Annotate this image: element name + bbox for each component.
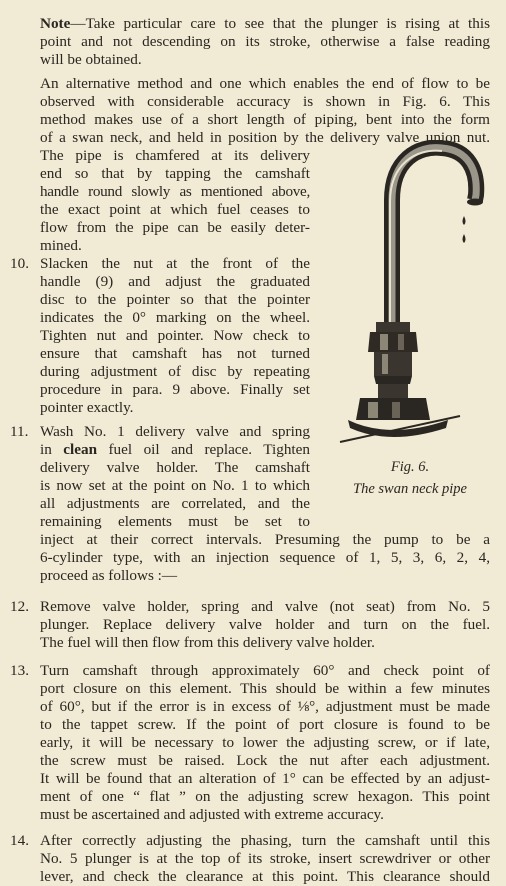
para12-number: 12.	[10, 598, 29, 615]
para12-line-1: Remove valve holder, spring and valve (not seat) from No. 5	[40, 598, 490, 615]
para10-line-4: indicates the 0° marking on the wheel.	[40, 309, 310, 326]
para13-line-9: must be ascertained and adjusted with extreme accuracy.	[40, 806, 384, 823]
para13-line-6: the screw must be raised. Lock the nut after each adjustment.	[40, 752, 490, 769]
para13-number: 13.	[10, 662, 29, 679]
para11-line-7: inject at their correct intervals. Presuming the pump to be a	[40, 531, 490, 548]
para10-line-9: pointer exactly.	[40, 399, 134, 416]
para11-line2-post: fuel oil and replace. Tighten	[97, 441, 310, 458]
para13-line-1: Turn camshaft through approximately 60° and check point of	[40, 662, 490, 679]
alt-line-2: observed with considerable accuracy is shown in Fig. 6. This	[40, 93, 490, 110]
alt-line-9: flow from the pipe can be easily deter-	[40, 219, 310, 236]
swan-neck-pipe-illustration	[330, 140, 500, 450]
alt-line-8: the exact point at which fuel ceases to	[40, 201, 310, 218]
note-label: Note	[40, 15, 71, 32]
para10-number: 10.	[10, 255, 29, 272]
alt-line-7: handle round slowly as mentioned above,	[40, 183, 310, 200]
para11-line-9: proceed as follows :—	[40, 567, 178, 584]
para11-line-2	[40, 441, 310, 459]
para13-line-4: to the tappet screw. If the point of port closure is found to be	[40, 716, 490, 733]
para11-line-4: is now set at the point on No. 1 to which	[40, 477, 310, 494]
para13-line-3: of 60°, but if the error is in excess of ⅛°, adjustment must be made	[40, 698, 490, 715]
note-line-2: point and not descending on its stroke, otherwise a false reading	[40, 33, 490, 50]
alt-line-6: end so that by tapping the camshaft	[40, 165, 310, 182]
para10-line-3: disc to the pointer so that the pointer	[40, 291, 310, 308]
para12-line-2: plunger. Replace delivery valve holder and turn on the fuel.	[40, 616, 490, 633]
para11-line2-pre: in	[40, 441, 64, 458]
para11-number: 11.	[10, 423, 29, 440]
para13-line-7: It will be found that an alteration of 1° can be effected by an adjust-	[40, 770, 490, 787]
para13-line-5: early, it will be necessary to lower the adjusting screw, or if late,	[40, 734, 490, 751]
para12-line-3: The fuel will then flow from this delivery valve holder.	[40, 634, 375, 651]
alt-line-10: mined.	[40, 237, 82, 254]
para11-line-5: all adjustments are correlated, and the	[40, 495, 310, 512]
para14-line-3: lever, and check the clearance at this point. This clearance should	[40, 868, 490, 885]
para11-line-6: remaining elements must be set to	[40, 513, 310, 530]
para10-line-2: handle (9) and adjust the graduated	[40, 273, 310, 290]
note-line-1	[40, 15, 490, 33]
figure-caption: The swan neck pipe	[353, 481, 467, 497]
swan-neck-pipe-figure	[330, 140, 500, 450]
alt-line-5: The pipe is chamfered at its delivery	[40, 147, 310, 164]
para11-line-3: delivery valve holder. The camshaft	[40, 459, 310, 476]
note-text: —Take particular care to see that the plunger is rising at this	[70, 15, 490, 32]
para14-number: 14.	[10, 832, 29, 849]
para10-line-6: ensure that camshaft has not turned	[40, 345, 310, 362]
alt-line-1: An alternative method and one which enables the end of flow to be	[40, 75, 490, 92]
para10-line-5: Tighten nut and pointer. Now check to	[40, 327, 310, 344]
para14-line-2: No. 5 plunger is at the top of its stroke, insert screwdriver or other	[40, 850, 490, 867]
para10-line-7: during adjustment of disc by repeating	[40, 363, 310, 380]
note-line-3: will be obtained.	[40, 51, 142, 68]
para14-line-1: After correctly adjusting the phasing, turn the camshaft until this	[40, 832, 490, 849]
figure-label: Fig. 6.	[390, 459, 430, 475]
para11-clean-word: clean	[63, 441, 98, 458]
alt-line-4: of a swan neck, and held in position by the delivery valve union nut.	[40, 129, 490, 146]
para10-line-8: procedure in para. 9 above. Finally set	[40, 381, 310, 398]
para13-line-2: port closure on this element. This should be within a few minutes	[40, 680, 490, 697]
alt-line-3: method makes use of a short length of piping, bent into the form	[40, 111, 490, 128]
para10-line-1: Slacken the nut at the front of the	[40, 255, 310, 272]
para13-line-8: ment of one “ flat ” on the adjusting screw hexagon. This point	[40, 788, 490, 805]
para11-line-1: Wash No. 1 delivery valve and spring	[40, 423, 310, 440]
para11-line-8: 6-cylinder type, with an injection sequence of 1, 5, 3, 6, 2, 4,	[40, 549, 490, 566]
